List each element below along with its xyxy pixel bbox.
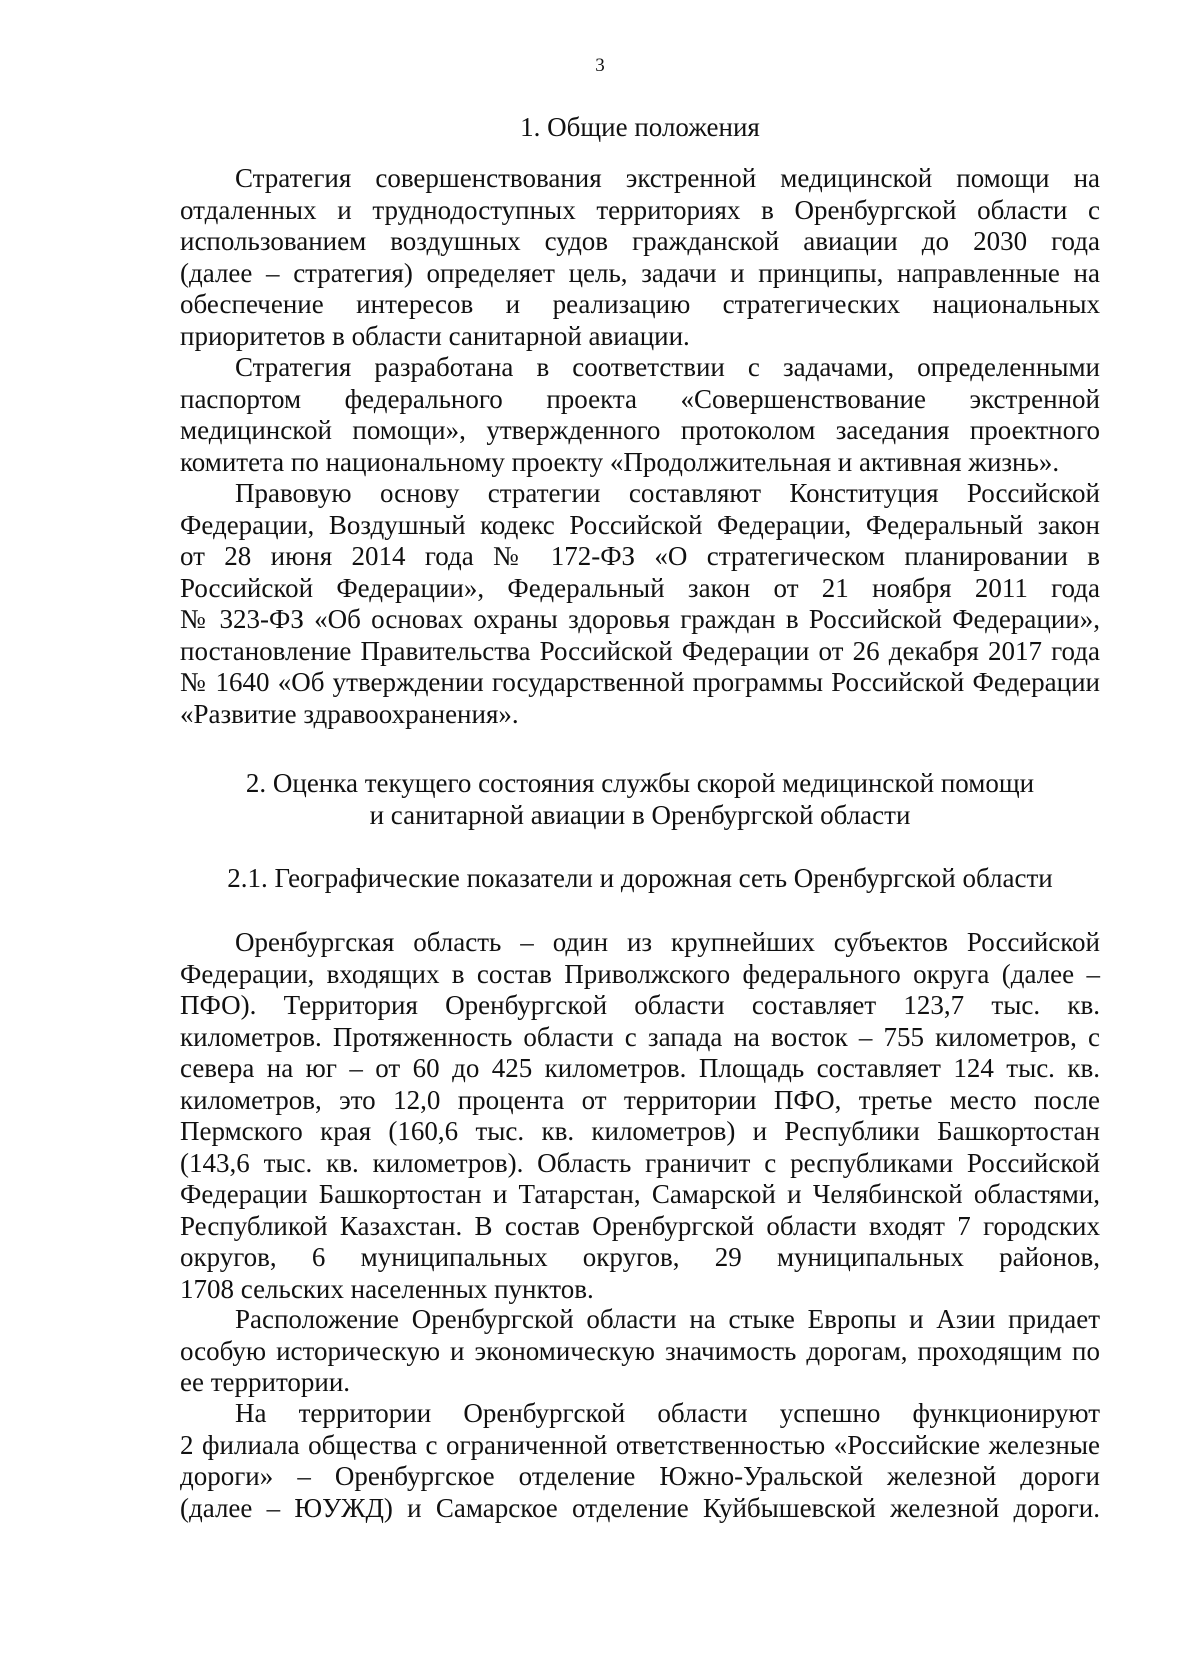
section-2-heading: [180, 768, 1100, 831]
page-number: 3: [595, 55, 605, 76]
text-line: Пермского края (160,6 тыс. кв. километров) и Республики Башкортостан: [180, 1116, 1100, 1146]
text-line: «Развитие здравоохранения».: [180, 698, 519, 729]
text-line: приоритетов в области санитарной авиации.: [180, 320, 690, 351]
text-line: постановление Правительства Российской Федерации от 26 декабря 2017 года: [180, 635, 1100, 666]
text-line: (далее – стратегия) определяет цель, задачи и принципы, направленные на: [180, 257, 1100, 288]
text-line: особую историческую и экономическую значимость дорогам, проходящим по: [180, 1335, 1100, 1366]
text-line: комитета по национальному проекту «Продолжительная и активная жизнь».: [180, 446, 1060, 477]
text-line: километров, это 12,0 процента от территории ПФО, третье место после: [180, 1084, 1100, 1115]
text-line: километров. Протяженность области с запада на восток – 755 километров, с: [180, 1021, 1100, 1052]
text-line: 2 филиала общества с ограниченной ответственностью «Российские железные: [180, 1429, 1100, 1460]
text-line: Федерации, входящих в состав Приволжского федерального округа (далее –: [180, 958, 1100, 989]
text-line: Федерации, Воздушный кодекс Российской Федерации, Федеральный закон: [180, 509, 1100, 540]
text-line: № 323-ФЗ «Об основах охраны здоровья граждан в Российской Федерации»,: [180, 604, 1100, 634]
text-line: ее территории.: [180, 1367, 351, 1397]
text-line: от 28 июня 2014 года № 172-ФЗ «О стратегическом планировании в: [180, 541, 1100, 571]
text-line: Федерации Башкортостан и Татарстан, Самарской и Челябинской областями,: [180, 1179, 1100, 1209]
section-2-1-paragraph-1: [180, 927, 1100, 1305]
text-line: Оренбургская область – один из крупнейших субъектов Российской: [235, 927, 1100, 957]
text-line: округов, 6 муниципальных округов, 29 муниципальных районов,: [180, 1242, 1100, 1272]
text-line: № 1640 «Об утверждении государственной программы Российской Федерации: [180, 667, 1100, 697]
text-line: 1708 сельских населенных пунктов.: [180, 1273, 594, 1304]
text-line: севера на юг – от 60 до 425 километров. Площадь составляет 124 тыс. кв.: [180, 1053, 1100, 1083]
text-line: (143,6 тыс. кв. километров). Область граничит с республиками Российской: [180, 1147, 1100, 1178]
heading-line: 2. Оценка текущего состояния службы скорой медицинской помощи: [245, 768, 1035, 798]
text-line: отдаленных и труднодоступных территориях в Оренбургской области с: [180, 194, 1100, 225]
text-line: На территории Оренбургской области успешно функционируют: [235, 1398, 1100, 1428]
text-line: медицинской помощи», утвержденного протоколом заседания проектного: [180, 415, 1100, 445]
section-1-paragraph-2: [180, 352, 1100, 478]
text-line: Республикой Казахстан. В состав Оренбургской области входят 7 городских: [180, 1210, 1100, 1241]
text-line: паспортом федерального проекта «Совершенствование экстренной: [180, 383, 1100, 414]
text-line: Правовую основу стратегии составляют Конституция Российской: [235, 478, 1100, 508]
section-1-paragraph-3: [180, 478, 1100, 730]
text-line: ПФО). Территория Оренбургской области составляет 123,7 тыс. кв.: [180, 990, 1100, 1020]
text-line: Российской Федерации», Федеральный закон от 21 ноября 2011 года: [180, 572, 1100, 603]
text-line: использованием воздушных судов гражданской авиации до 2030 года: [180, 226, 1100, 256]
text-line: Расположение Оренбургской области на стыке Европы и Азии придает: [235, 1304, 1100, 1334]
heading-line: и санитарной авиации в Оренбургской области: [369, 799, 911, 830]
text-line: обеспечение интересов и реализацию стратегических национальных: [180, 289, 1100, 319]
section-2-1-heading: 2.1. Географические показатели и дорожная сеть Оренбургской области: [227, 863, 1053, 893]
text-line: Стратегия разработана в соответствии с задачами, определенными: [235, 352, 1100, 382]
text-line: дороги» – Оренбургское отделение Южно-Уральской железной дороги: [180, 1461, 1100, 1491]
section-1-heading: 1. Общие положения: [520, 112, 760, 142]
text-line: (далее – ЮУЖД) и Самарское отделение Куйбышевской железной дороги.: [180, 1492, 1100, 1523]
text-line: Стратегия совершенствования экстренной медицинской помощи на: [235, 163, 1100, 193]
section-2-1-paragraph-2: [180, 1304, 1100, 1399]
section-1-paragraph-1: [180, 163, 1100, 352]
section-2-1-paragraph-3: [180, 1398, 1100, 1524]
